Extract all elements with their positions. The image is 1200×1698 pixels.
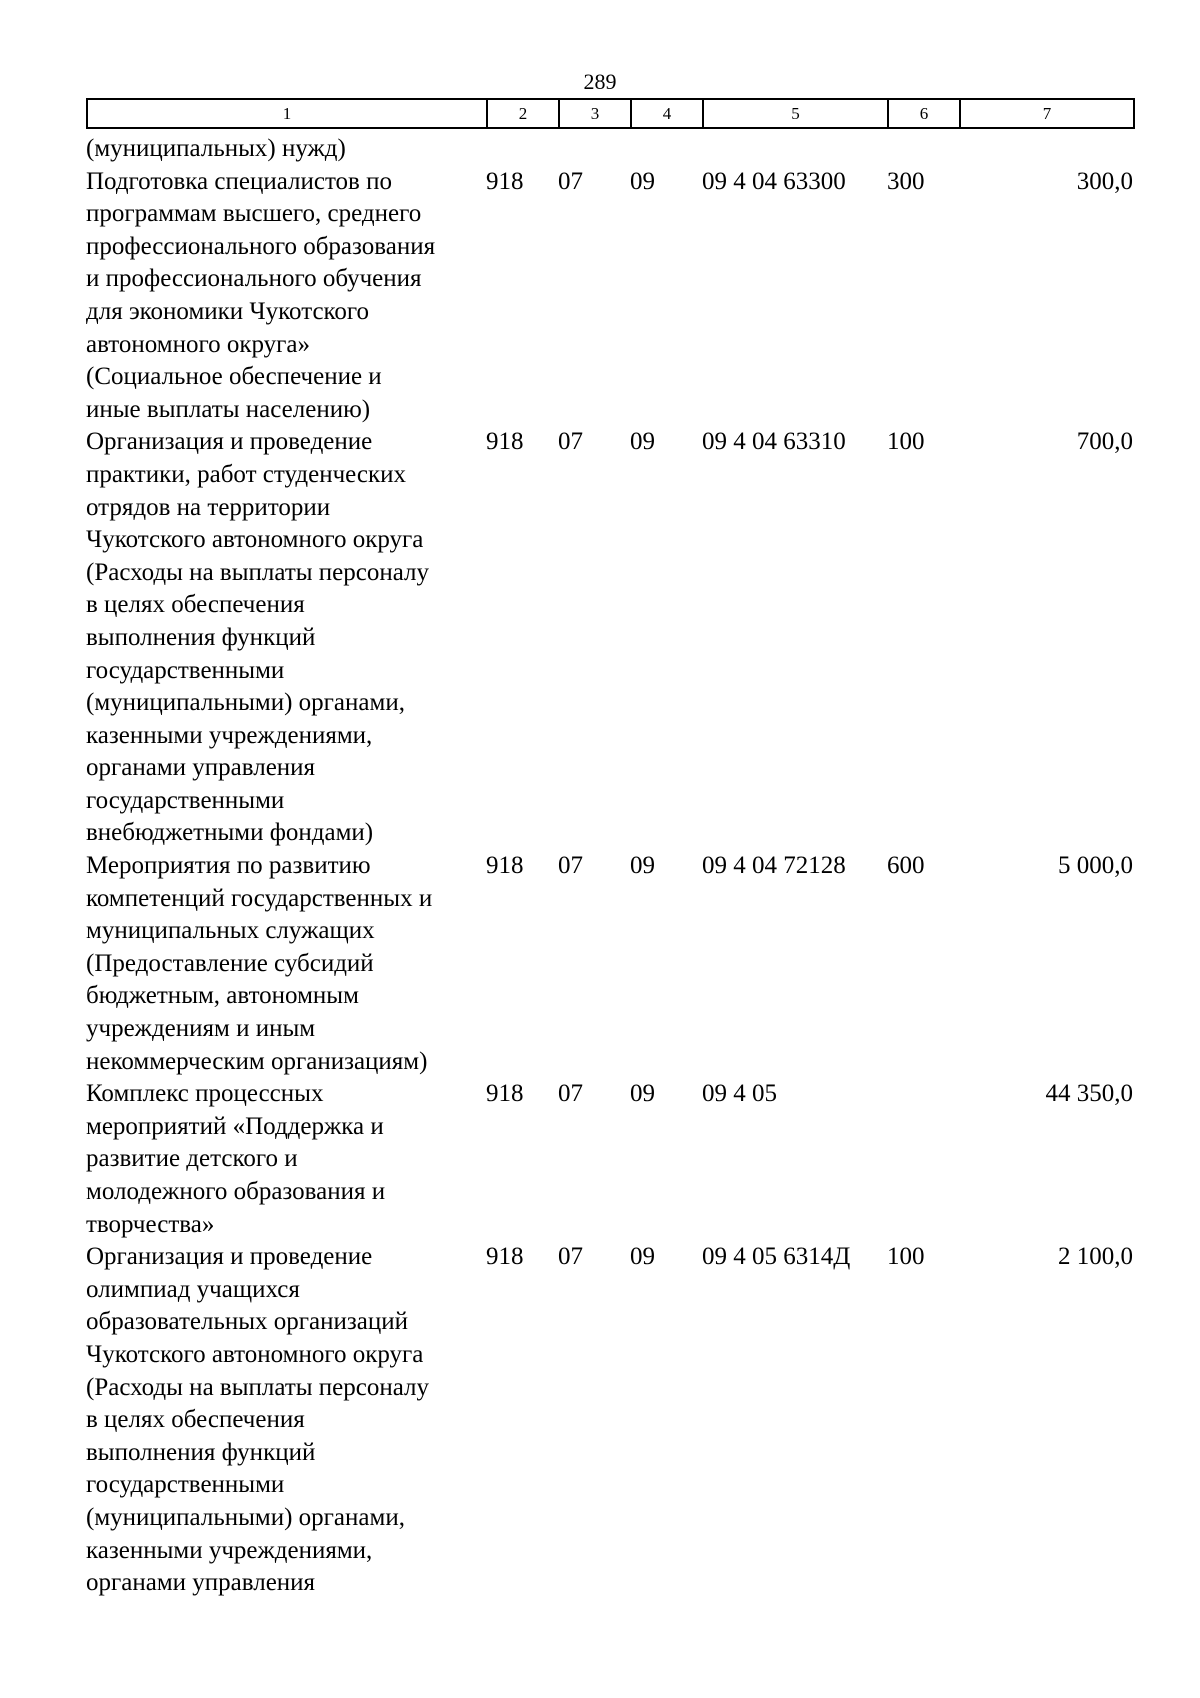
row-expense-type: 100	[887, 1243, 925, 1271]
column-header-5: 5	[703, 99, 888, 128]
budget-table-body	[86, 133, 1133, 1600]
row-expense-type: 300	[887, 167, 925, 195]
table-header	[86, 98, 1135, 129]
row-subsection-code: 09	[630, 1080, 655, 1108]
row-ministry-code: 918	[486, 852, 524, 880]
column-header-2: 2	[487, 99, 559, 128]
row-description: Мероприятия по развитию компетенций государственных и муниципальных служащих (Предоставление субсидий бюджетным, автономным учреждениям и иным некоммерческим организациям)	[86, 852, 433, 1075]
budget-table	[86, 133, 1133, 1600]
row-subsection-code: 09	[630, 1243, 655, 1271]
row-ministry-code	[486, 133, 558, 166]
table-row	[86, 850, 1133, 1078]
row-ministry-code: 918	[486, 428, 524, 456]
row-description: Комплекс процессных мероприятий «Поддержка и развитие детского и молодежного образования и творчества»	[86, 1080, 386, 1238]
column-header-4: 4	[631, 99, 703, 128]
row-subsection-code: 09	[630, 167, 655, 195]
table-row	[86, 426, 1133, 850]
table-row	[86, 133, 1133, 166]
row-subsection-code: 09	[630, 852, 655, 880]
row-amount: 700,0	[1076, 428, 1133, 456]
row-description: Организация и проведение практики, работ студенческих отрядов на территории Чукотского автономного округа (Расходы на выплаты персоналу в целях обеспечения выполнения функций государственными (муниципальными) органами, казенными учреждениями, органами управления государственными внебюджетными фондами)	[86, 428, 430, 847]
row-target-article: 09 4 04 63310	[702, 428, 846, 456]
row-ministry-code: 918	[486, 1243, 524, 1271]
row-expense-type	[887, 1078, 959, 1241]
row-target-article	[702, 133, 887, 166]
row-section-code: 07	[558, 1243, 583, 1271]
row-expense-type	[887, 133, 959, 166]
row-amount: 5 000,0	[1058, 852, 1133, 880]
column-header-3: 3	[559, 99, 631, 128]
row-target-article: 09 4 05 6314Д	[702, 1243, 851, 1271]
page-number: 289	[583, 69, 617, 94]
row-description: Организация и проведение олимпиад учащихся образовательных организаций Чукотского автономного округа (Расходы на выплаты персоналу в целях обеспечения выполнения функций государственными (муниципальными) органами, казенными учреждениями, органами управления	[86, 1243, 430, 1597]
column-header-6: 6	[888, 99, 960, 128]
row-section-code	[558, 133, 630, 166]
row-expense-type: 600	[887, 852, 925, 880]
row-description: Подготовка специалистов по программам высшего, среднего профессионального образования и профессионального обучения для экономики Чукотского автономного округа» (Социальное обеспечение и иные выплаты населению)	[86, 167, 436, 423]
row-section-code: 07	[558, 428, 583, 456]
row-target-article: 09 4 04 63300	[702, 167, 846, 195]
row-expense-type: 100	[887, 428, 925, 456]
row-amount: 44 350,0	[1045, 1080, 1133, 1108]
row-target-article: 09 4 04 72128	[702, 852, 846, 880]
column-header-1: 1	[87, 99, 487, 128]
column-header-7: 7	[960, 99, 1134, 128]
row-section-code: 07	[558, 852, 583, 880]
table-row	[86, 166, 1133, 427]
row-amount	[959, 133, 1133, 166]
row-section-code: 07	[558, 1080, 583, 1108]
row-amount: 2 100,0	[1058, 1243, 1133, 1271]
row-subsection-code	[630, 133, 702, 166]
row-amount: 300,0	[1076, 167, 1133, 195]
table-row	[86, 1078, 1133, 1241]
table-row	[86, 1241, 1133, 1600]
row-ministry-code: 918	[486, 1080, 524, 1108]
row-target-article: 09 4 05	[702, 1080, 777, 1108]
row-ministry-code: 918	[486, 167, 524, 195]
row-subsection-code: 09	[630, 428, 655, 456]
row-description: (муниципальных) нужд)	[86, 135, 346, 162]
row-section-code: 07	[558, 167, 583, 195]
